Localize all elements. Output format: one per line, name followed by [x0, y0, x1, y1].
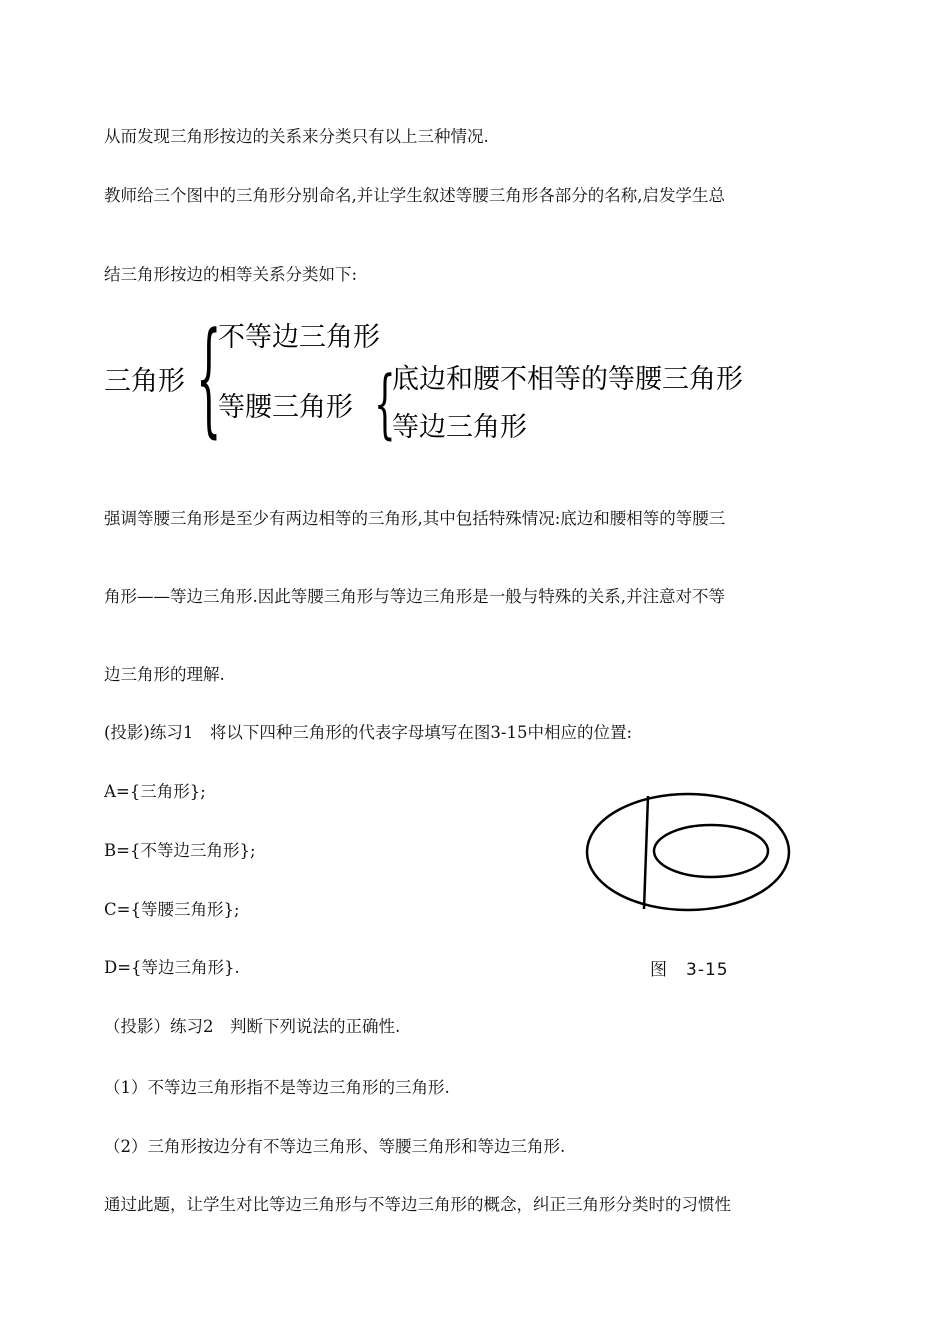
- paragraph-4: 通过此题，让学生对比等边三角形与不等边三角形的概念，纠正三角形分类时的习惯性: [104, 1195, 731, 1214]
- paragraph-2-line-2: 结三角形按边的相等关系分类如下:: [104, 265, 358, 284]
- set-c: C={等腰三角形};: [104, 900, 240, 919]
- class-root-label: 三角形: [104, 366, 185, 397]
- inner-ellipse: [654, 825, 768, 877]
- class-scalene-label: 不等边三角形: [218, 322, 380, 353]
- figure-caption: 图 3-15: [650, 960, 729, 980]
- paragraph-3-line-2: 角形——等边三角形.因此等腰三角形与等边三角形是一般与特殊的关系,并注意对不等: [104, 587, 725, 606]
- set-b: B={不等边三角形};: [104, 841, 256, 860]
- class-iso-non-equilateral-label: 底边和腰不相等的等腰三角形: [392, 364, 743, 395]
- left-brace-icon: {: [196, 308, 222, 452]
- paragraph-3-line-1: 强调等腰三角形是至少有两边相等的三角形,其中包括特殊情况:底边和腰相等的等腰三: [104, 509, 726, 528]
- figure-3-15-diagram: [580, 784, 800, 920]
- paragraph-1: 从而发现三角形按边的关系来分类只有以上三种情况.: [104, 127, 489, 146]
- outer-ellipse: [587, 794, 789, 910]
- question-1: （1）不等边三角形指不是等边三角形的三角形.: [104, 1078, 450, 1097]
- class-isosceles-label: 等腰三角形: [218, 392, 353, 423]
- set-d: D={等边三角形}.: [104, 958, 240, 977]
- exercise-2-text: （投影）练习2 判断下列说法的正确性.: [104, 1017, 401, 1036]
- left-brace-icon: {: [374, 361, 396, 450]
- divider-line: [644, 796, 648, 909]
- set-a: A={三角形};: [104, 782, 206, 801]
- class-equilateral-label: 等边三角形: [392, 412, 527, 443]
- question-2: （2）三角形按边分有不等边三角形、等腰三角形和等边三角形.: [104, 1137, 566, 1156]
- paragraph-3-line-3: 边三角形的理解.: [104, 665, 225, 684]
- paragraph-2-line-1: 教师给三个图中的三角形分别命名,并让学生叙述等腰三角形各部分的名称,启发学生总: [104, 186, 725, 205]
- exercise-1-text: (投影)练习1 将以下四种三角形的代表字母填写在图3-15中相应的位置:: [104, 723, 632, 742]
